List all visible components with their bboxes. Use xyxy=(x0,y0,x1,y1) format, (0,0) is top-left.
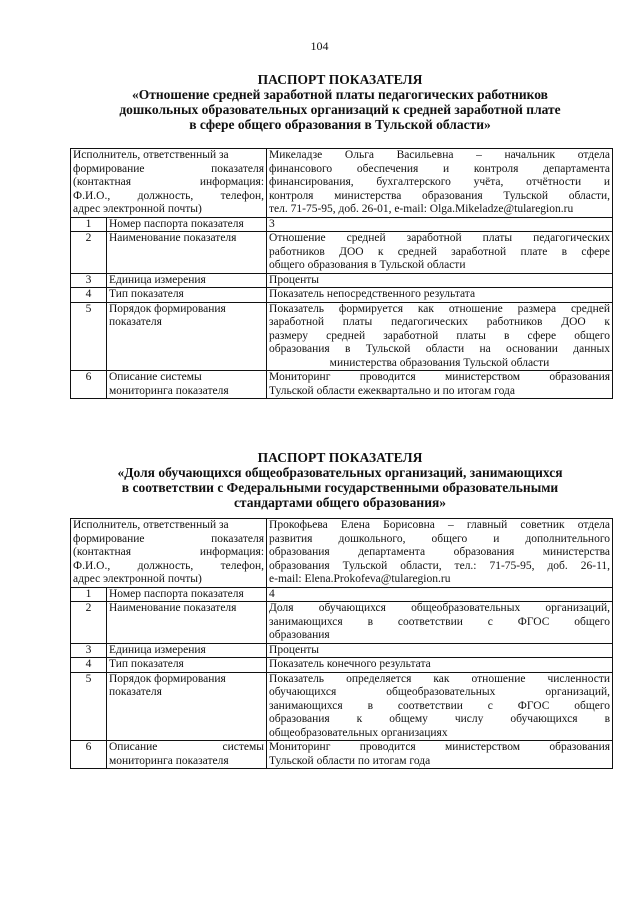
table-row xyxy=(71,602,613,644)
row-number: 3 xyxy=(71,273,107,288)
table-row xyxy=(71,273,613,288)
passport-2-title: ПАСПОРТ ПОКАЗАТЕЛЯ xyxy=(257,450,423,465)
table-row xyxy=(71,741,613,769)
row-number: 1 xyxy=(71,587,107,602)
row-number: 4 xyxy=(71,658,107,673)
row-label: Тип показателя xyxy=(107,288,267,303)
executor-label: Исполнитель, ответственный за формирование показателя (контактная информация: Ф.И.О., должность, телефон, адрес электронной почты) xyxy=(71,519,267,588)
row-value: Доля обучающихся общеобразовательных организаций, занимающихся в соответствии с ФГОС общего образования xyxy=(267,602,613,644)
row-number: 4 xyxy=(71,288,107,303)
page-number: 104 xyxy=(310,39,329,53)
row-value: Показатель определяется как отношение численности обучающихся общеобразовательных организаций, занимающихся в соответствии с ФГОС общего образования к общему числу обучающихся в общеобразовательных организациях xyxy=(267,672,613,741)
executor-value: Микеладзе Ольга Васильевна – начальник отдела финансового обеспечения и контроля департамента финансирования, бухгалтерского учёта, отчётности и контроля министерства образования Тульской области, тел. 71-75-95, доб. 26-01, e-mail: Olga.Mikeladze@tularegion.ru xyxy=(267,149,613,218)
passport-1-table xyxy=(70,148,613,399)
row-label: Единица измерения xyxy=(107,643,267,658)
row-value: 3 xyxy=(267,217,613,232)
table-row xyxy=(71,217,613,232)
table-row xyxy=(71,302,613,371)
row-value: Отношение средней заработной платы педагогических работников ДОО к средней заработной плате в сфере общего образования в Тульской области xyxy=(267,232,613,274)
row-label: Порядок формирования показателя xyxy=(107,672,267,741)
table-row xyxy=(71,519,613,588)
passport-1-title: ПАСПОРТ ПОКАЗАТЕЛЯ xyxy=(257,72,423,87)
passport-1-heading xyxy=(60,72,620,132)
passport-1-subtitle-line: «Отношение средней заработной платы педагогических работников xyxy=(132,87,548,102)
row-label: Наименование показателя xyxy=(107,232,267,274)
row-label: Номер паспорта показателя xyxy=(107,587,267,602)
table-row xyxy=(71,672,613,741)
passport-2-subtitle-line: «Доля обучающихся общеобразовательных организаций, занимающихся xyxy=(117,465,563,480)
row-number: 2 xyxy=(71,232,107,274)
row-label: Единица измерения xyxy=(107,273,267,288)
row-label: Описание системы мониторинга показателя xyxy=(107,371,267,399)
row-label: Наименование показателя xyxy=(107,602,267,644)
passport-2-subtitle-line: стандартами общего образования» xyxy=(233,495,447,510)
row-value: Показатель конечного результата xyxy=(267,658,613,673)
passport-1-subtitle-line: в сфере общего образования в Тульской области» xyxy=(189,117,491,132)
table-row xyxy=(71,232,613,274)
row-number: 2 xyxy=(71,602,107,644)
row-number: 5 xyxy=(71,672,107,741)
table-row xyxy=(71,288,613,303)
row-number: 6 xyxy=(71,741,107,769)
row-value: Показатель формируется как отношение размера средней заработной платы педагогических работников ДОО к размеру средней заработной платы в сфере общего образования в Тульской области на основании данных министерства образования Тульской области xyxy=(267,302,613,371)
row-value: Проценты xyxy=(267,273,613,288)
passport-1-subtitle-line: дошкольных образовательных организаций к средней заработной плате xyxy=(119,102,561,117)
row-label: Порядок формирования показателя xyxy=(107,302,267,371)
executor-label: Исполнитель, ответственный за формирование показателя (контактная информация: Ф.И.О., должность, телефон, адрес электронной почты) xyxy=(71,149,267,218)
row-value: 4 xyxy=(267,587,613,602)
passport-2-table xyxy=(70,518,613,769)
row-label: Номер паспорта показателя xyxy=(107,217,267,232)
table-row xyxy=(71,658,613,673)
row-number: 6 xyxy=(71,371,107,399)
row-value: Мониторинг проводится министерством образования Тульской области по итогам года xyxy=(267,741,613,769)
passport-2-subtitle-line: в соответствии с Федеральными государственными образовательными xyxy=(121,480,559,495)
table-row xyxy=(71,149,613,218)
table-row xyxy=(71,587,613,602)
executor-value: Прокофьева Елена Борисовна – главный советник отдела развития дошкольного, общего и дополнительного образования департамента образования министерства образования Тульской области, тел.: 71-75-95, доб. 26-11, e-mail: Elena.Prokofeva@tularegion.ru xyxy=(267,519,613,588)
table-row xyxy=(71,643,613,658)
row-number: 5 xyxy=(71,302,107,371)
row-value: Мониторинг проводится министерством образования Тульской области ежеквартально и по итогам года xyxy=(267,371,613,399)
row-number: 1 xyxy=(71,217,107,232)
row-value: Проценты xyxy=(267,643,613,658)
table-row xyxy=(71,371,613,399)
row-value: Показатель непосредственного результата xyxy=(267,288,613,303)
row-label: Тип показателя xyxy=(107,658,267,673)
passport-2-heading xyxy=(60,450,620,510)
row-number: 3 xyxy=(71,643,107,658)
row-label: Описание системы мониторинга показателя xyxy=(107,741,267,769)
